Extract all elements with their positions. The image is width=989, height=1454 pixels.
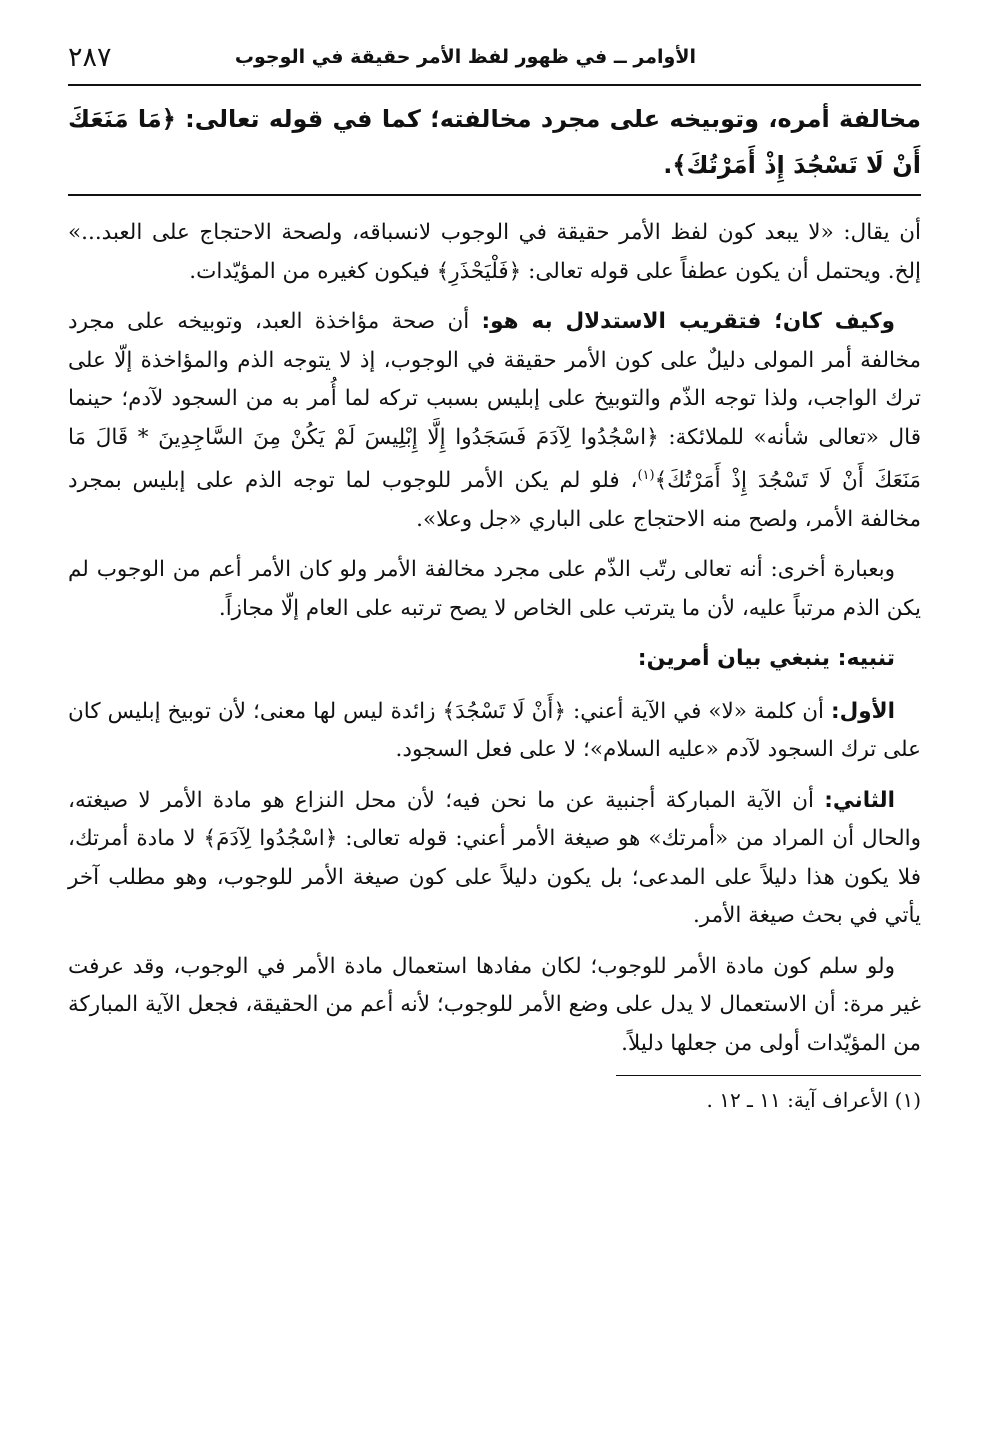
page-header xyxy=(68,40,921,86)
paragraph-4 xyxy=(68,693,921,770)
running-title: الأوامر ــ في ظهور لفظ الأمر حقيقة في الوجوب xyxy=(234,46,696,68)
paragraph-5-body: أن الآية المباركة أجنبية عن ما نحن فيه؛ لأن محل النزاع هو مادة الأمر لا صيغته، والحال أن المراد من «أمرتك» هو صيغة الأمر أعني: قوله تعالى: ﴿اسْجُدُوا لِآدَمَ﴾ لا مادة أمرتك، فلا يكون هذا دليلاً على المدعى؛ بل يكون دليلاً على كون صيغة الأمر للوجوب، وهو مطلب آخر يأتي في بحث صيغة الأمر. xyxy=(68,787,921,929)
paragraph-2-lead: وكيف كان؛ فتقريب الاستدلال به هو: xyxy=(481,309,896,334)
document-page xyxy=(68,40,921,1430)
paragraph-5-lead: الثاني: xyxy=(824,787,895,813)
footnote-divider xyxy=(616,1075,921,1076)
main-content xyxy=(68,214,921,1118)
paragraph-1: أن يقال: «لا يبعد كون لفظ الأمر حقيقة في الوجوب لانسباقه، ولصحة الاحتجاج على العبد...» إلخ. ويحتمل أن يكون عطفاً على قوله تعالى: ﴿فَلْيَحْذَرِ﴾ فيكون كغيره من المؤيّدات. xyxy=(68,220,921,284)
paragraph-4-lead: الأول: xyxy=(831,698,895,724)
top-continuation-block: مخالفة أمره، وتوبيخه على مجرد مخالفته؛ كما في قوله تعالى: ﴿مَا مَنَعَكَ أَنْ لَا تَسْجُدَ إِذْ أَمَرْتُكَ﴾. xyxy=(68,96,921,196)
paragraph-2-body: أن صحة مؤاخذة العبد، وتوبيخه على مجرد مخالفة أمر المولى دليلٌ على كون الأمر حقيقة في الوجوب، إذ لا يتوجه الذم والمؤاخذة إلّا على ترك الواجب، ولذا توجه الذّم والتوبيخ على إبليس بسبب تركه لما أُمر به من السجود لآدم؛ حينما قال «تعالى شأنه» للملائكة: ﴿اسْجُدُوا لِآدَمَ فَسَجَدُوا إِلَّا إِبْلِيسَ لَمْ يَكُنْ مِنَ السَّاجِدِينَ * قَالَ مَا مَنَعَكَ أَنْ لَا تَسْجُدَ إِذْ أَمَرْتُكَ﴾ xyxy=(68,309,922,494)
paragraph-2 xyxy=(68,303,921,539)
paragraph-4-body: أن كلمة «لا» في الآية أعني: ﴿أَنْ لَا تَسْجُدَ﴾ زائدة ليس لها معنى؛ لأن توبيخ إبليس كان على ترك السجود لآدم «عليه السلام»؛ لا على فعل السجود. xyxy=(68,698,921,763)
paragraph-3: وبعبارة أخرى: أنه تعالى رتّب الذّم على مجرد مخالفة الأمر ولو كان الأمر أعم من الوجوب لم يكن الذم مرتباً عليه، لأن ما يترتب على الخاص لا يصح ترتبه على العام إلّا مجازاً. xyxy=(68,557,921,621)
section-heading: تنبيه: ينبغي بيان أمرين: xyxy=(637,646,895,672)
footnote: (١) الأعراف آية: ١١ ـ ١٢ . xyxy=(706,1088,921,1113)
paragraph-5 xyxy=(68,782,921,936)
footnote-ref: (١) xyxy=(637,468,655,483)
paragraph-6: ولو سلم كون مادة الأمر للوجوب؛ لكان مفادها استعمال مادة الأمر في الوجوب، وقد عرفت غير مرة: أن الاستعمال لا يدل على وضع الأمر للوجوب؛ لأنه أعم من الحقيقة، فجعل الآية المباركة من المؤيّدات أولى من جعلها دليلاً. xyxy=(68,953,921,1056)
paragraph-2-tail: ، فلو لم يكن الأمر للوجوب لما توجه الذم على إبليس بمجرد مخالفة الأمر، ولصح منه الاحتجاج على الباري «جل وعلا». xyxy=(68,468,921,532)
page-number: ٢٨٧ xyxy=(68,42,112,73)
